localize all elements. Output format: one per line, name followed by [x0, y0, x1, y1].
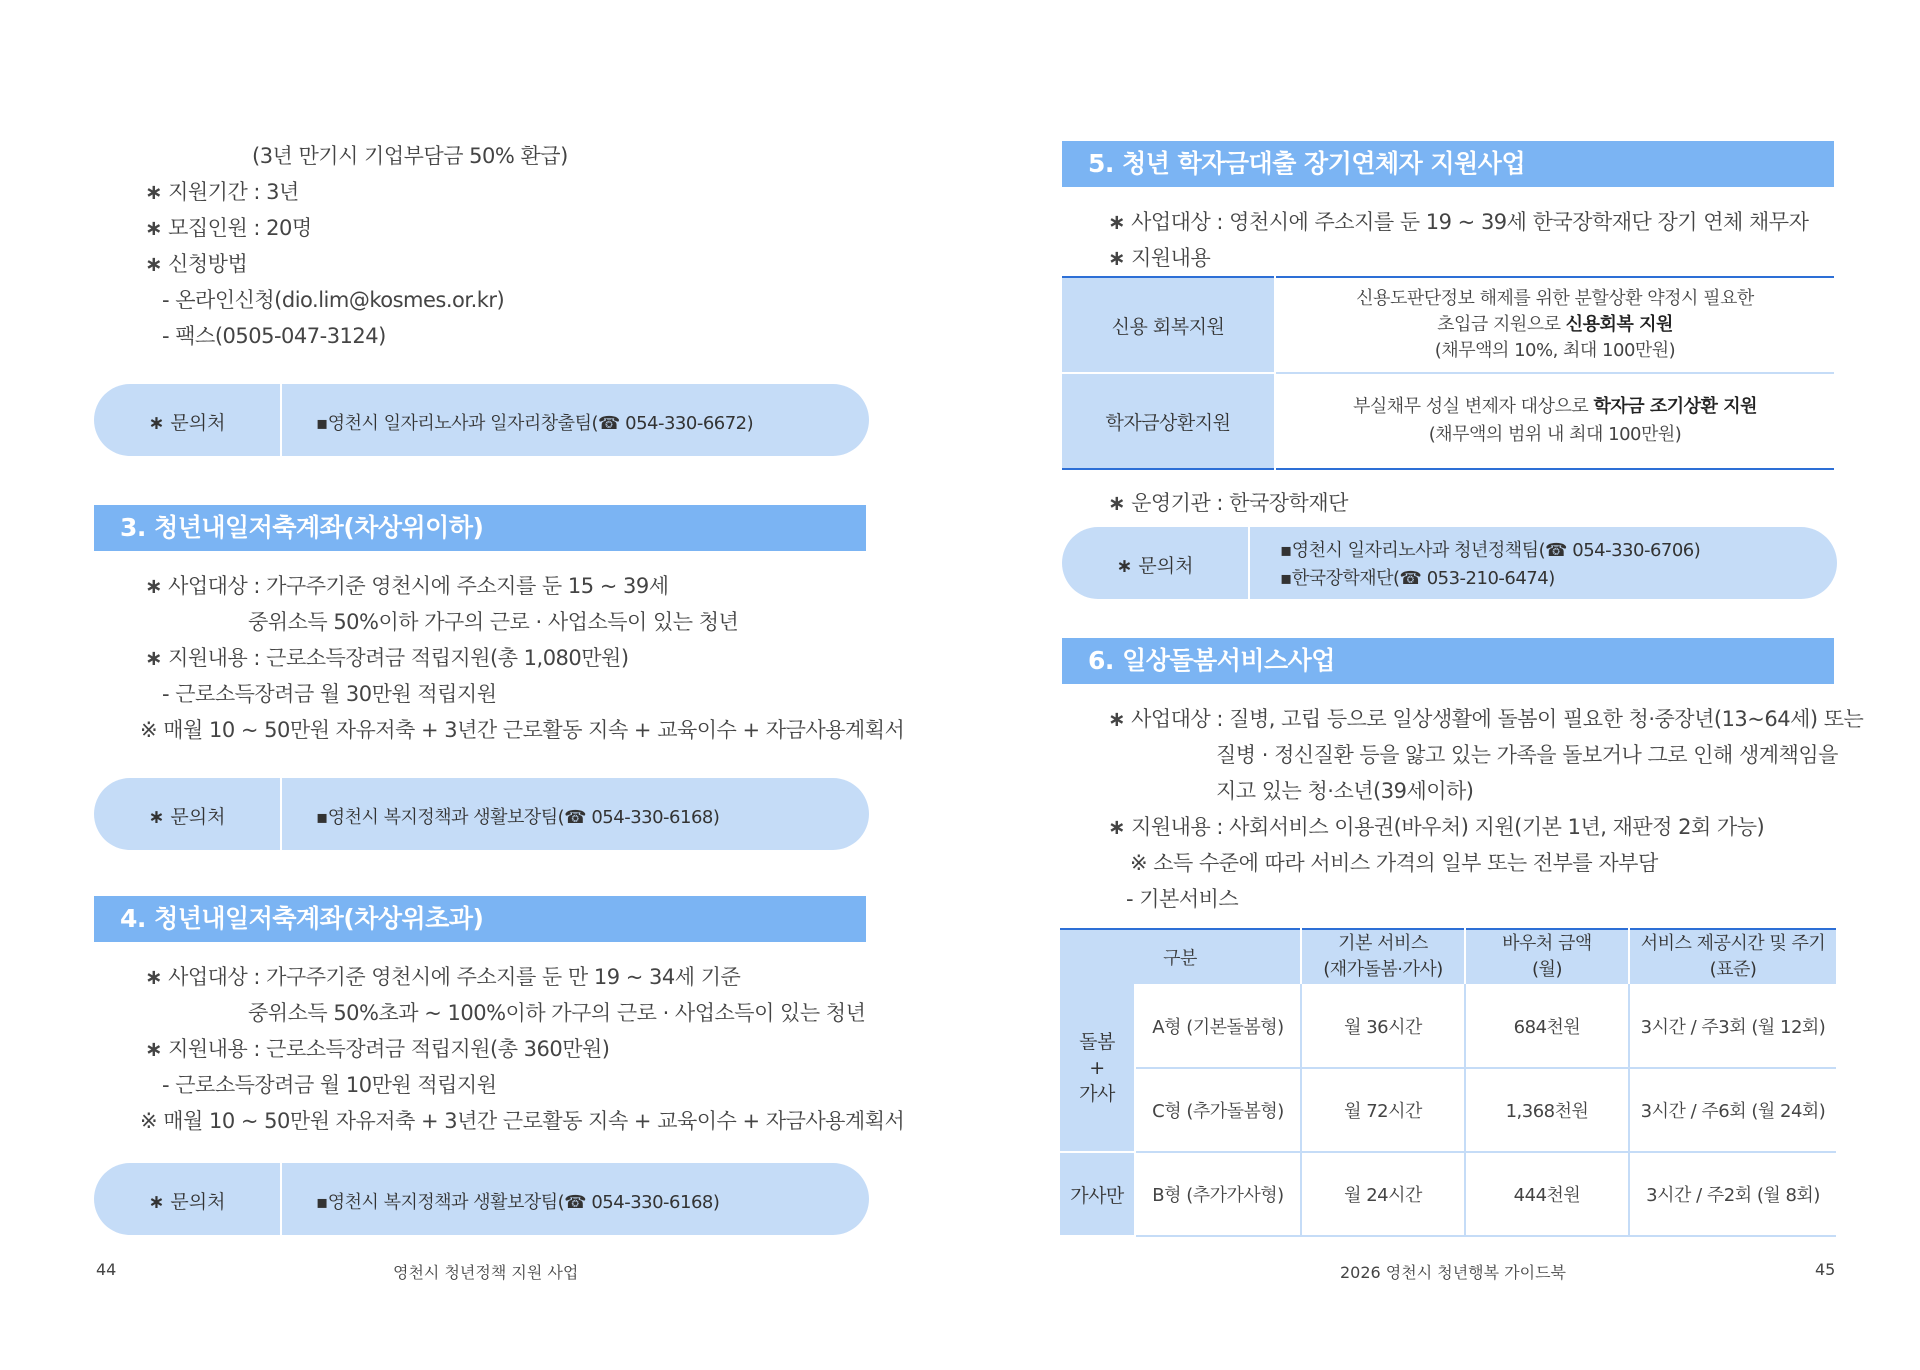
text: 사업대상 : 질병, 고립 등으로 일상생활에 돌봄이 필요한 청·중장년(13~64세) 또는 [1131, 707, 1864, 731]
section-title: 3. 청년내일저축계좌(차상위이하) [94, 505, 866, 551]
divider [280, 384, 282, 456]
table-cell: 3시간 / 주2회 (월 8회) [1629, 1152, 1836, 1236]
bullet-line: ∗ 모집인원 : 20명 [145, 216, 312, 240]
table-cell: 1,368천원 [1465, 1068, 1629, 1152]
divider [280, 1163, 282, 1235]
text: 지원내용 : 근로소득장려금 적립지원(총 360만원) [168, 1037, 610, 1061]
contact-value: ▪영천시 일자리노사과 일자리창출팀(☎ 054-330-6672) [316, 413, 754, 434]
text: 지원기간 : 3년 [168, 180, 299, 204]
section-title: 6. 일상돌봄서비스사업 [1062, 638, 1834, 684]
bullet-line: ∗ 신청방법 [145, 252, 248, 276]
text-line: - 팩스(0505-047-3124) [162, 324, 386, 348]
text-line: 지고 있는 청·소년(39세이하) [1216, 779, 1474, 803]
bullet-line: ∗ 사업대상 : 질병, 고립 등으로 일상생활에 돌봄이 필요한 청·중장년(13~64세) 또는 [1108, 707, 1864, 731]
bullet-line: ∗ 지원내용 : 근로소득장려금 적립지원(총 1,080만원) [145, 646, 629, 670]
text: 운영기관 : 한국장학재단 [1131, 491, 1348, 515]
page-number: 44 [96, 1260, 117, 1279]
contact-label: ∗ 문의처 [148, 412, 226, 434]
group-cell: 가사만 [1060, 1152, 1135, 1236]
text: 지원내용 [1131, 246, 1211, 270]
row-content: 신용도판단정보 해제를 위한 분할상환 약정시 필요한 초입금 지원으로 신용회복 지원 (채무액의 10%, 최대 100만원) [1275, 277, 1834, 373]
footer-title: 영천시 청년정책 지원 사업 [393, 1263, 579, 1282]
header-cell: 구분 [1060, 929, 1301, 984]
page-number: 45 [1815, 1260, 1836, 1279]
text: 지원내용 : 근로소득장려금 적립지원(총 1,080만원) [168, 646, 629, 670]
bullet-line: ∗ 지원내용 : 사회서비스 이용권(바우처) 지원(기본 1년, 재판정 2회 가능) [1108, 815, 1765, 839]
contact-label: ∗ 문의처 [148, 1191, 226, 1213]
table-cell: B형 (추가가사형) [1135, 1152, 1301, 1236]
table-cell: 684천원 [1465, 984, 1629, 1068]
table-cell: 월 72시간 [1301, 1068, 1465, 1152]
text: 사업대상 : 영천시에 주소지를 둔 19 ~ 39세 한국장학재단 장기 연체 채무자 [1131, 210, 1809, 234]
contact-box [1062, 527, 1837, 599]
text-line: 질병 · 정신질환 등을 앓고 있는 가족을 돌보거나 그로 인해 생계책임을 [1216, 743, 1838, 767]
text-line: ※ 매월 10 ~ 50만원 자유저축 + 3년간 근로활동 지속 + 교육이수 + 자금사용계획서 [140, 718, 905, 742]
header-cell: 서비스 제공시간 및 주기 (표준) [1629, 929, 1836, 984]
group-cell: 돌봄 + 가사 [1060, 984, 1135, 1152]
table-cell: C형 (추가돌봄형) [1135, 1068, 1301, 1152]
text: 지원내용 : 사회서비스 이용권(바우처) 지원(기본 1년, 재판정 2회 가능) [1131, 815, 1765, 839]
text: 사업대상 : 가구주기준 영천시에 주소지를 둔 만 19 ~ 34세 기준 [168, 965, 741, 989]
text-line: - 기본서비스 [1126, 887, 1239, 911]
bullet-line: ∗ 사업대상 : 영천시에 주소지를 둔 19 ~ 39세 한국장학재단 장기 연체 채무자 [1108, 210, 1809, 234]
contact-box [94, 778, 869, 850]
contact-box [94, 1163, 869, 1235]
table-cell: A형 (기본돌봄형) [1135, 984, 1301, 1068]
contact-box [94, 384, 869, 456]
divider [1248, 527, 1250, 599]
divider [280, 778, 282, 850]
table-cell: 월 24시간 [1301, 1152, 1465, 1236]
header-cell: 바우처 금액 (월) [1465, 929, 1629, 984]
text-line: ※ 매월 10 ~ 50만원 자유저축 + 3년간 근로활동 지속 + 교육이수 + 자금사용계획서 [140, 1109, 905, 1133]
bullet-line: ∗ 지원내용 : 근로소득장려금 적립지원(총 360만원) [145, 1037, 610, 1061]
text: 사업대상 : 가구주기준 영천시에 주소지를 둔 15 ~ 39세 [168, 574, 669, 598]
table-cell: 월 36시간 [1301, 984, 1465, 1068]
row-head: 신용 회복지원 [1062, 277, 1275, 373]
contact-value: ▪영천시 일자리노사과 청년정책팀(☎ 054-330-6706) [1280, 540, 1701, 561]
bullet-line: ∗ 지원기간 : 3년 [145, 180, 299, 204]
contact-label: ∗ 문의처 [148, 806, 226, 828]
contact-label: ∗ 문의처 [1116, 555, 1194, 577]
contact-value: ▪영천시 복지정책과 생활보장팀(☎ 054-330-6168) [316, 1192, 720, 1213]
bullet-line: ∗ 운영기관 : 한국장학재단 [1108, 491, 1348, 515]
row-head: 학자금상환지원 [1062, 373, 1275, 469]
service-table [1060, 928, 1836, 1237]
text: 신청방법 [168, 252, 248, 276]
contact-value: ▪한국장학재단(☎ 053-210-6474) [1280, 568, 1555, 589]
row-content: 부실채무 성실 변제자 대상으로 학자금 조기상환 지원 (채무액의 범위 내 최대 100만원) [1353, 396, 1757, 445]
table-cell: 3시간 / 주6회 (월 24회) [1629, 1068, 1836, 1152]
text: 모집인원 : 20명 [168, 216, 312, 240]
header-cell: 기본 서비스 (재가돌봄·가사) [1301, 929, 1465, 984]
bullet-line: ∗ 사업대상 : 가구주기준 영천시에 주소지를 둔 15 ~ 39세 [145, 574, 669, 598]
text-line: ※ 소득 수준에 따라 서비스 가격의 일부 또는 전부를 자부담 [1130, 851, 1658, 875]
footer-title: 2026 영천시 청년행복 가이드북 [1340, 1263, 1566, 1282]
contact-value: ▪영천시 복지정책과 생활보장팀(☎ 054-330-6168) [316, 807, 720, 828]
text-line: (3년 만기시 기업부담금 50% 환급) [252, 144, 568, 168]
text-line: 중위소득 50%이하 가구의 근로 · 사업소득이 있는 청년 [248, 610, 739, 634]
table-cell: 444천원 [1465, 1152, 1629, 1236]
section-title: 4. 청년내일저축계좌(차상위초과) [94, 896, 866, 942]
bullet-line: ∗ 지원내용 [1108, 246, 1211, 270]
section-title: 5. 청년 학자금대출 장기연체자 지원사업 [1062, 141, 1834, 187]
support-table [1062, 276, 1834, 470]
text-line: - 근로소득장려금 월 30만원 적립지원 [162, 682, 497, 706]
text-line: - 근로소득장려금 월 10만원 적립지원 [162, 1073, 497, 1097]
text-line: 중위소득 50%초과 ~ 100%이하 가구의 근로 · 사업소득이 있는 청년 [248, 1001, 866, 1025]
bullet-line: ∗ 사업대상 : 가구주기준 영천시에 주소지를 둔 만 19 ~ 34세 기준 [145, 965, 741, 989]
table-cell: 3시간 / 주3회 (월 12회) [1629, 984, 1836, 1068]
text-line: - 온라인신청(dio.lim@kosmes.or.kr) [162, 288, 505, 312]
